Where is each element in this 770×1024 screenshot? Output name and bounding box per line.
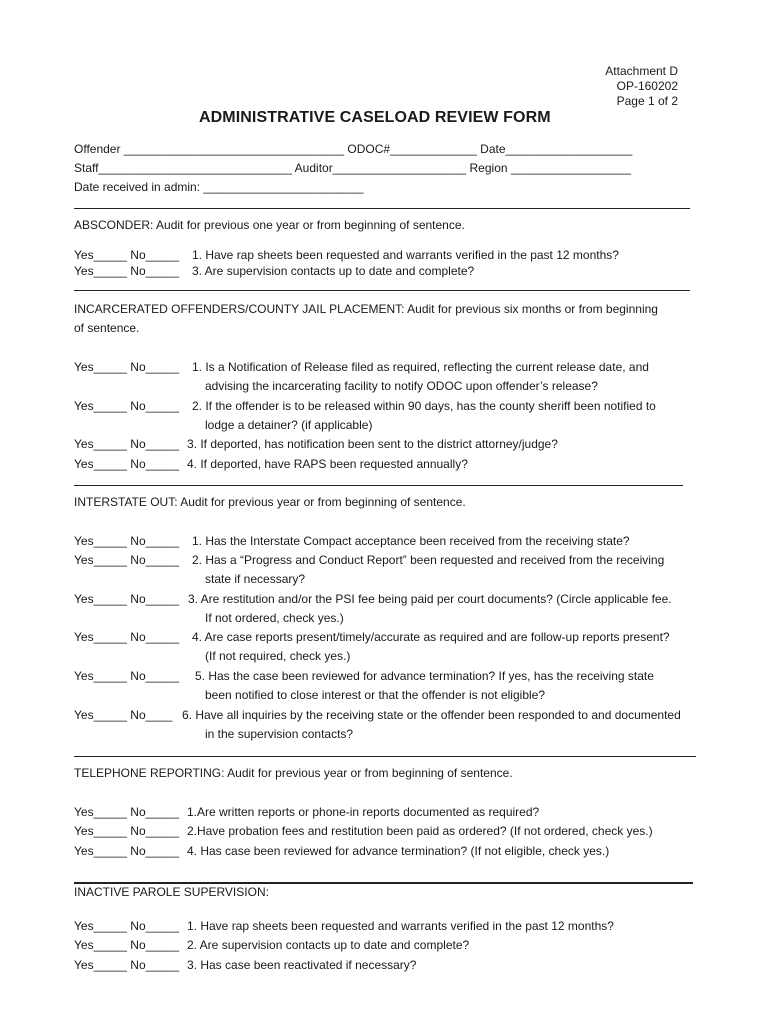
question-text: 4. Has case been reviewed for advance termination? (If not eligible, check yes.) <box>187 844 610 858</box>
inactive-heading: INACTIVE PAROLE SUPERVISION: <box>74 885 269 899</box>
yes-no-blanks[interactable]: Yes_____ No_____ <box>74 919 179 933</box>
question-text: 1. Have rap sheets been requested and warrants verified in the past 12 months? <box>192 248 619 262</box>
interstate-heading: INTERSTATE OUT: Audit for previous year or from beginning of sentence. <box>74 495 466 509</box>
yes-no-blanks[interactable]: Yes_____ No_____ <box>74 844 179 858</box>
yes-no-blanks[interactable]: Yes_____ No_____ <box>74 248 179 262</box>
question-text: 3. Are supervision contacts up to date and complete? <box>192 264 475 278</box>
absconder-item-3 <box>74 262 474 281</box>
telephone-item-1 <box>74 803 539 822</box>
question-continuation: advising the incarcerating facility to notify ODOC upon offender’s release? <box>205 379 598 393</box>
yes-no-blanks[interactable]: Yes_____ No_____ <box>74 553 179 567</box>
yes-no-blanks[interactable]: Yes_____ No_____ <box>74 457 179 471</box>
yes-no-blanks[interactable]: Yes_____ No_____ <box>74 360 179 374</box>
yes-no-blanks[interactable]: Yes_____ No_____ <box>74 805 179 819</box>
staff-line[interactable]: Staff_____________________________ Auditor____________________ Region __________________ <box>74 161 631 175</box>
question-text: 2. Are supervision contacts up to date and complete? <box>187 938 470 952</box>
question-text: 3. Has case been reactivated if necessary? <box>187 958 417 972</box>
section-divider <box>74 290 690 291</box>
telephone-item-4 <box>74 842 609 861</box>
question-text: 3. If deported, has notification been sent to the district attorney/judge? <box>187 437 558 451</box>
yes-no-blanks[interactable]: Yes_____ No_____ <box>74 264 179 278</box>
yes-no-blanks[interactable]: Yes_____ No_____ <box>74 399 179 413</box>
yes-no-blanks[interactable]: Yes_____ No_____ <box>74 938 179 952</box>
section-divider <box>74 485 683 486</box>
inactive-item-1 <box>74 917 614 936</box>
yes-no-blanks[interactable]: Yes_____ No_____ <box>74 669 179 683</box>
page-number: Page 1 of 2 <box>616 94 678 108</box>
question-text: 1.Are written reports or phone-in reports documented as required? <box>187 805 540 819</box>
question-continuation: state if necessary? <box>205 572 306 586</box>
attachment-block <box>605 64 678 109</box>
telephone-heading: TELEPHONE REPORTING: Audit for previous year or from beginning of sentence. <box>74 766 513 780</box>
question-continuation: If not ordered, check yes.) <box>205 611 344 625</box>
yes-no-blanks[interactable]: Yes_____ No_____ <box>74 958 179 972</box>
offender-line[interactable]: Offender _________________________________ ODOC#_____________ Date___________________ <box>74 142 633 156</box>
incarcerated-item-4 <box>74 455 468 474</box>
question-text: 1. Have rap sheets been requested and warrants verified in the past 12 months? <box>187 919 614 933</box>
question-text: 5. Has the case been reviewed for advance termination? If yes, has the receiving state <box>195 669 654 683</box>
yes-no-blanks[interactable]: Yes_____ No_____ <box>74 824 179 838</box>
incarcerated-item-3 <box>74 435 558 454</box>
yes-no-blanks[interactable]: Yes_____ No____ <box>74 708 173 722</box>
question-continuation: lodge a detainer? (if applicable) <box>205 418 373 432</box>
date-received-line[interactable]: Date received in admin: ________________________ <box>74 180 364 194</box>
yes-no-blanks[interactable]: Yes_____ No_____ <box>74 437 179 451</box>
interstate-item-4 <box>74 628 670 647</box>
yes-no-blanks[interactable]: Yes_____ No_____ <box>74 534 179 548</box>
incarcerated-heading-cont: of sentence. <box>74 321 140 335</box>
section-divider <box>74 756 696 757</box>
question-text: 1. Is a Notification of Release filed as required, reflecting the current release date, and <box>192 360 649 374</box>
interstate-item-6 <box>74 706 681 725</box>
question-text: 2. Has a “Progress and Conduct Report” been requested and received from the receiving <box>192 553 665 567</box>
absconder-heading: ABSCONDER: Audit for previous one year or from beginning of sentence. <box>74 218 465 232</box>
inactive-item-3 <box>74 956 416 975</box>
question-text: 3. Are restitution and/or the PSI fee being paid per court documents? (Circle applicable fee. <box>188 592 672 606</box>
telephone-item-2 <box>74 822 653 841</box>
question-continuation: (If not required, check yes.) <box>205 649 351 663</box>
attachment-label: Attachment D <box>605 64 678 78</box>
question-continuation: been notified to close interest or that the offender is not eligible? <box>205 688 546 702</box>
inactive-item-2 <box>74 936 469 955</box>
question-text: 2. If the offender is to be released within 90 days, has the county sheriff been notified to <box>192 399 656 413</box>
form-title: ADMINISTRATIVE CASELOAD REVIEW FORM <box>199 109 551 126</box>
question-text: 6. Have all inquiries by the receiving state or the offender been responded to and documented <box>182 708 681 722</box>
yes-no-blanks[interactable]: Yes_____ No_____ <box>74 592 179 606</box>
yes-no-blanks[interactable]: Yes_____ No_____ <box>74 630 179 644</box>
section-divider <box>74 208 690 209</box>
incarcerated-heading: INCARCERATED OFFENDERS/COUNTY JAIL PLACEMENT: Audit for previous six months or from beginning <box>74 302 658 316</box>
interstate-item-1 <box>74 532 630 551</box>
question-text: 4. Are case reports present/timely/accurate as required and are follow-up reports present? <box>192 630 670 644</box>
question-text: 4. If deported, have RAPS been requested annually? <box>187 457 468 471</box>
incarcerated-item-2 <box>74 397 656 416</box>
incarcerated-item-1 <box>74 358 649 377</box>
interstate-item-5 <box>74 667 654 686</box>
interstate-item-3 <box>74 590 672 609</box>
question-text: 1. Has the Interstate Compact acceptance been received from the receiving state? <box>192 534 630 548</box>
op-number: OP-160202 <box>616 79 678 93</box>
interstate-item-2 <box>74 551 664 570</box>
question-continuation: in the supervision contacts? <box>205 727 354 741</box>
question-text: 2.Have probation fees and restitution been paid as ordered? (If not ordered, check yes.) <box>187 824 653 838</box>
